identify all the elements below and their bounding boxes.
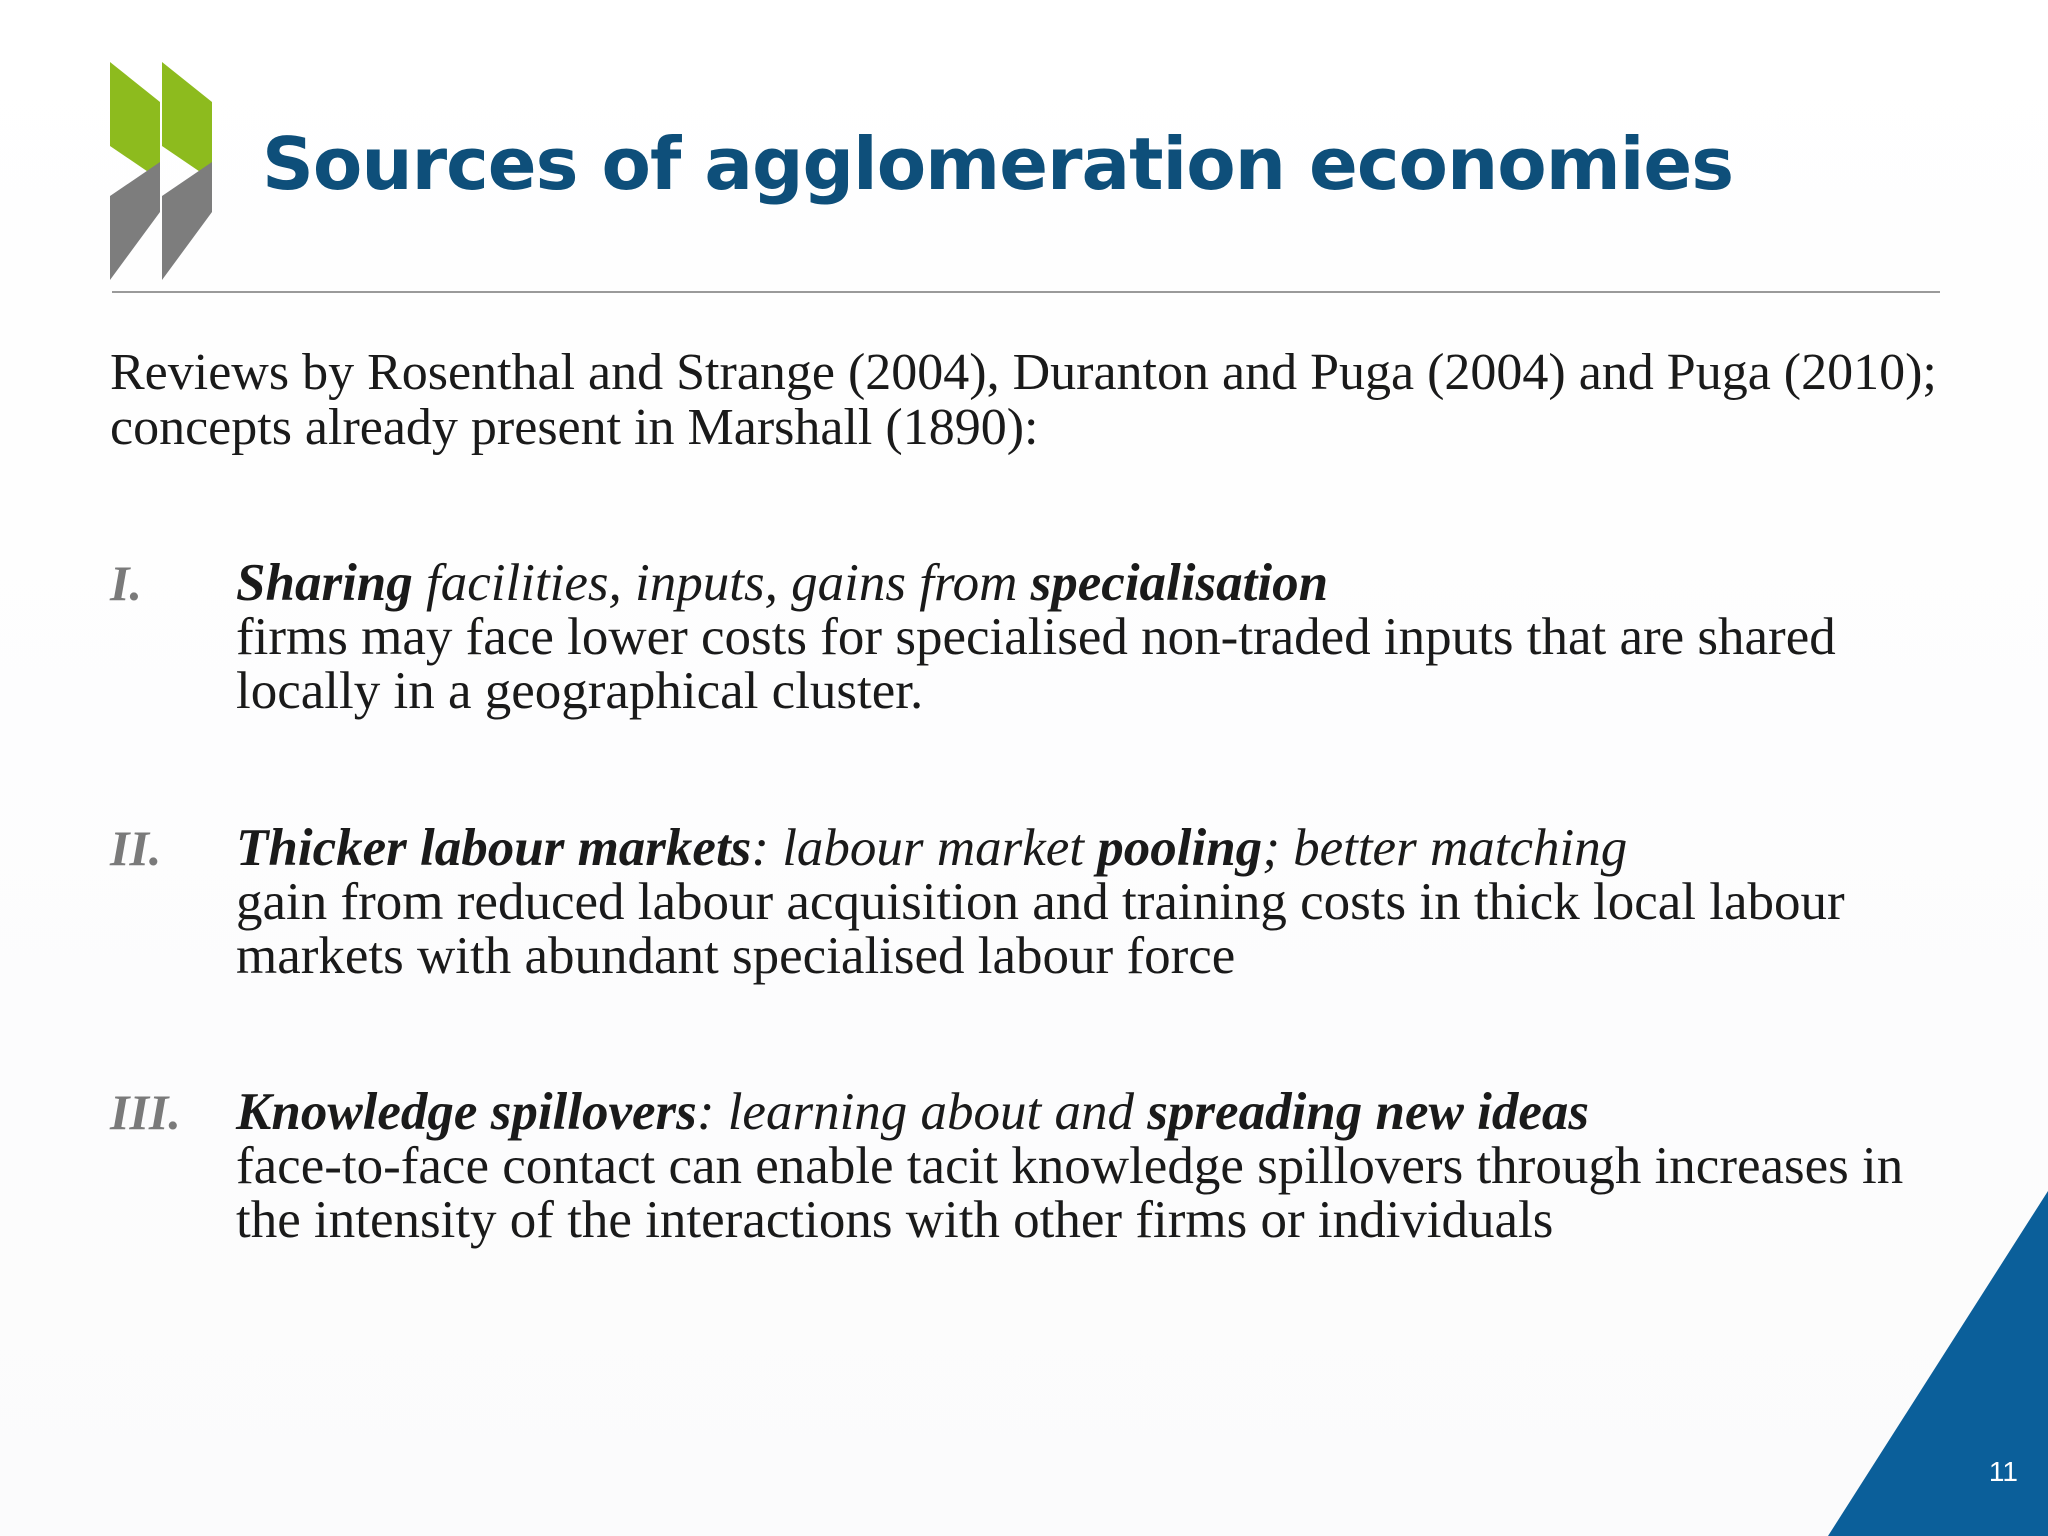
- item-heading: [236, 1085, 1950, 1139]
- item-description: face-to-face contact can enable tacit knowledge spillovers through increases in the intensity of the interactions with other firms or individuals: [236, 1137, 1904, 1249]
- heading-text: ; better matching: [1262, 819, 1628, 877]
- item-numeral: I.: [110, 555, 142, 611]
- item-numeral: II.: [110, 820, 162, 876]
- item-numeral: III.: [110, 1084, 181, 1140]
- heading-keyword: pooling: [1097, 819, 1263, 877]
- heading-keyword: spreading new ideas: [1147, 1083, 1589, 1141]
- item-description: gain from reduced labour acquisition and training costs in thick local labour markets with abundant specialised labour force: [236, 873, 1845, 985]
- heading-keyword: Sharing: [236, 554, 413, 612]
- heading-text: : learning about and: [696, 1083, 1148, 1141]
- item-body: [236, 821, 1950, 983]
- item-heading: [236, 821, 1950, 875]
- heading-text: facilities, inputs, gains from: [412, 554, 1031, 612]
- slide-title: Sources of agglomeration economies: [262, 122, 1734, 206]
- intro-text: Reviews by Rosenthal and Strange (2004), Duranton and Puga (2004) and Puga (2010); concepts already present in Marshall (1890):: [110, 344, 1937, 456]
- item-body: [236, 1085, 1950, 1247]
- page-number: 11: [1988, 1456, 2018, 1487]
- item-body: [236, 556, 1950, 718]
- heading-keyword: Thicker labour markets: [236, 819, 752, 877]
- oecd-chevron-logo-icon: [110, 62, 220, 282]
- item-heading: [236, 556, 1950, 610]
- heading-keyword: specialisation: [1030, 554, 1329, 612]
- item-description: firms may face lower costs for specialised non-traded inputs that are shared locally in a geographical cluster.: [236, 608, 1836, 720]
- title-divider: [112, 291, 1940, 293]
- heading-text: : labour market: [751, 819, 1098, 877]
- heading-keyword: Knowledge spillovers: [236, 1083, 697, 1141]
